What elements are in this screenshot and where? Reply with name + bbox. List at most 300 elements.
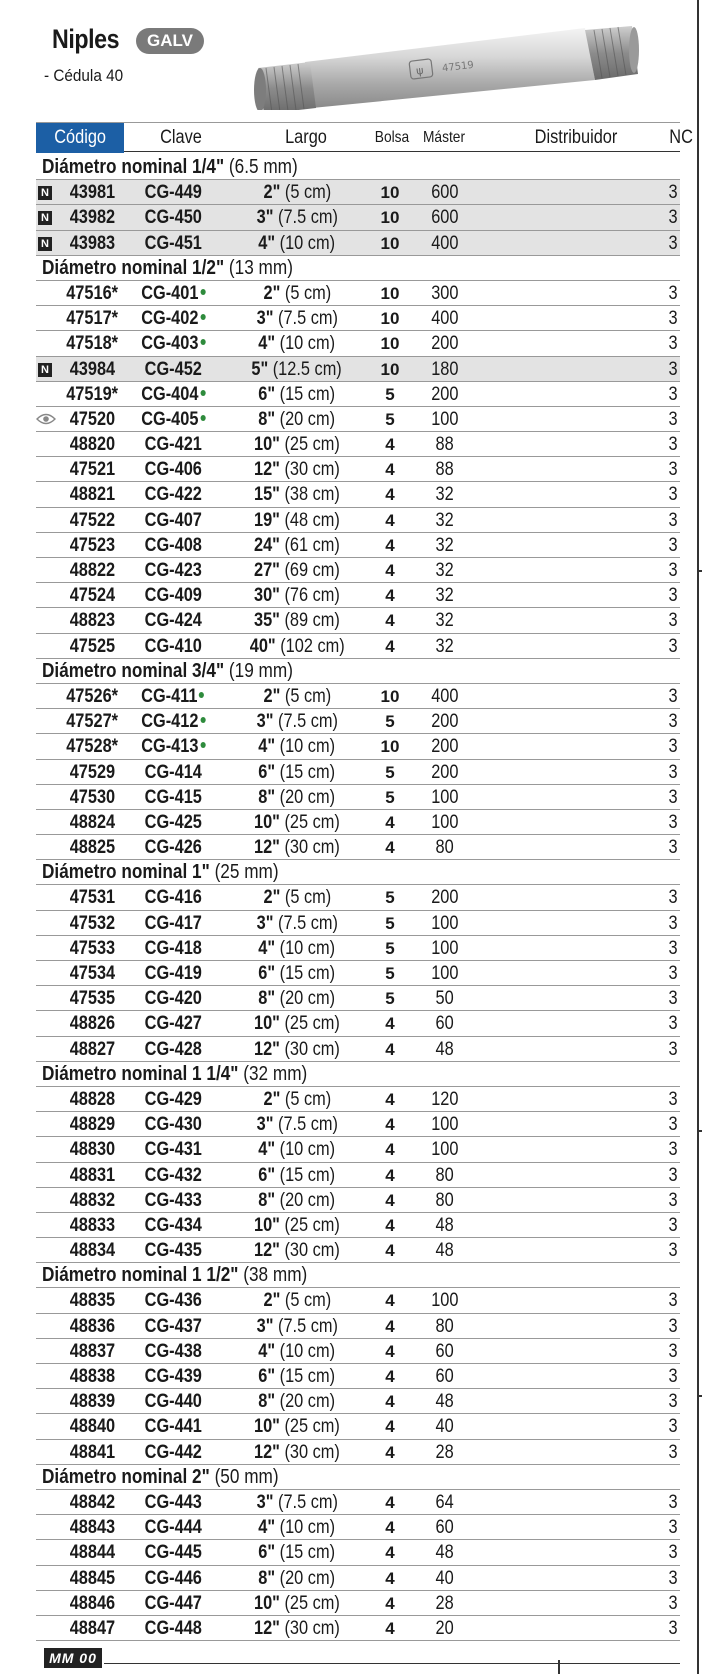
bag-quantity: 4 (385, 1442, 395, 1462)
nc-value: 3 (668, 1315, 678, 1337)
diameter-section-heading (36, 860, 680, 885)
master-quantity: 80 (435, 1315, 455, 1337)
product-clave: CG-451 (144, 232, 202, 254)
table-row (36, 986, 680, 1011)
master-quantity: 48 (435, 1542, 455, 1564)
product-code: 47521 (69, 459, 115, 481)
nc-value: 3 (668, 811, 678, 833)
product-clave: CG-407 (144, 509, 202, 531)
row-marker (36, 734, 56, 759)
product-code: 48829 (69, 1114, 115, 1136)
new-badge-icon: N (38, 186, 52, 200)
row-marker (36, 1314, 56, 1339)
section-mm: (6.5 mm) (228, 156, 298, 178)
product-length: 3" (7.5 cm) (256, 1114, 338, 1136)
product-length: 2" (5 cm) (263, 1088, 331, 1110)
product-clave: CG-402 (128, 306, 218, 331)
green-dot-icon (199, 692, 204, 698)
product-clave: CG-445 (144, 1542, 202, 1564)
row-marker (36, 835, 56, 860)
master-quantity: 200 (431, 383, 459, 405)
section-mm: (19 mm) (228, 659, 293, 682)
master-quantity: 120 (431, 1088, 459, 1110)
bag-quantity: 4 (385, 1115, 395, 1135)
product-length: 4" (10 cm) (258, 333, 336, 355)
row-marker (36, 1540, 56, 1565)
product-clave: CG-447 (144, 1592, 202, 1614)
product-clave: CG-437 (144, 1315, 202, 1337)
product-code: 48827 (69, 1038, 115, 1060)
row-marker (36, 634, 56, 659)
master-quantity: 80 (435, 1189, 455, 1211)
svg-text:ψ: ψ (415, 63, 425, 78)
table-row (36, 1011, 680, 1036)
row-marker (36, 558, 56, 583)
row-marker (36, 1339, 56, 1364)
product-clave: CG-408 (144, 534, 202, 556)
product-code: 47516* (66, 282, 118, 304)
product-clave: CG-442 (144, 1441, 202, 1463)
product-clave: CG-436 (144, 1290, 202, 1312)
product-clave: CG-420 (144, 988, 202, 1010)
product-clave: CG-434 (144, 1214, 202, 1236)
product-code: 48846 (69, 1592, 115, 1614)
product-length: 12" (30 cm) (254, 1038, 340, 1060)
nipple-pipe-image (250, 20, 640, 110)
product-code: 48836 (69, 1315, 115, 1337)
row-marker (36, 885, 56, 910)
table-row (36, 1591, 680, 1616)
nc-value: 3 (668, 509, 678, 531)
product-code: 48832 (69, 1189, 115, 1211)
nc-value: 3 (668, 963, 678, 984)
product-length: 6" (15 cm) (258, 963, 336, 984)
nc-value: 3 (668, 912, 678, 934)
table-row (36, 457, 680, 482)
master-quantity: 32 (435, 534, 455, 556)
table-row (36, 1515, 680, 1540)
bag-quantity: 10 (380, 233, 400, 253)
bag-quantity: 5 (385, 384, 395, 404)
master-quantity: 60 (435, 1340, 455, 1362)
table-row (36, 407, 680, 432)
bag-quantity: 10 (380, 737, 400, 757)
product-code: 48820 (69, 434, 115, 456)
master-quantity: 100 (431, 1114, 459, 1136)
table-row (36, 1037, 680, 1062)
nc-value: 3 (668, 408, 678, 430)
product-clave: CG-415 (144, 786, 202, 808)
bag-quantity: 4 (385, 1341, 395, 1361)
product-length: 4" (10 cm) (258, 1340, 336, 1362)
master-quantity: 60 (435, 1013, 455, 1035)
product-code: 48842 (69, 1491, 115, 1513)
section-prefix: Diámetro nominal (42, 1465, 188, 1488)
page-edge-tick (697, 1395, 702, 1397)
product-clave: CG-416 (144, 887, 202, 909)
product-code: 48843 (69, 1517, 115, 1539)
product-length: 35" (89 cm) (254, 610, 340, 632)
table-row (36, 1540, 680, 1565)
bag-quantity: 4 (385, 1089, 395, 1109)
nc-value: 3 (668, 1416, 678, 1438)
table-row (36, 1364, 680, 1389)
product-clave: CG-438 (144, 1340, 202, 1362)
row-marker (36, 1389, 56, 1414)
master-quantity: 40 (435, 1567, 455, 1589)
table-row (36, 810, 680, 835)
bag-quantity: 10 (380, 359, 400, 379)
product-length: 4" (10 cm) (258, 1517, 336, 1539)
section-size: 1 1/4" (192, 1062, 239, 1085)
product-code: 47530 (69, 786, 115, 808)
row-marker (36, 1566, 56, 1591)
section-mm: (32 mm) (243, 1062, 308, 1085)
table-row (36, 482, 680, 507)
master-quantity: 100 (431, 937, 459, 959)
product-length: 4" (10 cm) (258, 736, 336, 758)
row-marker (36, 382, 56, 407)
product-length: 12" (30 cm) (254, 1240, 340, 1262)
bag-quantity: 4 (385, 510, 395, 530)
table-row (36, 1238, 680, 1263)
row-marker (36, 1490, 56, 1515)
product-clave: CG-431 (144, 1139, 202, 1161)
master-quantity: 200 (431, 736, 459, 758)
row-marker (36, 457, 56, 482)
master-quantity: 48 (435, 1240, 455, 1262)
product-clave: CG-428 (144, 1038, 202, 1060)
product-code: 47524 (69, 585, 115, 607)
product-length: 40" (102 cm) (249, 635, 345, 657)
row-marker (36, 785, 56, 810)
product-code: 48822 (69, 560, 115, 581)
product-code: 43981 (69, 182, 115, 204)
product-length: 8" (20 cm) (258, 1567, 336, 1589)
section-size: 3/4" (192, 659, 225, 682)
bag-quantity: 5 (385, 409, 395, 429)
master-quantity: 400 (431, 685, 459, 707)
table-row (36, 1213, 680, 1238)
section-prefix: Diámetro nominal (42, 1264, 188, 1287)
master-quantity: 200 (431, 333, 459, 355)
bag-quantity: 4 (385, 1241, 395, 1261)
bag-quantity: 4 (385, 1140, 395, 1160)
row-marker (36, 911, 56, 936)
row-marker (36, 1112, 56, 1137)
product-clave: CG-441 (144, 1416, 202, 1438)
table-row (36, 684, 680, 709)
product-code: 48839 (69, 1391, 115, 1413)
bag-quantity: 4 (385, 1618, 395, 1638)
product-clave: CG-414 (144, 761, 202, 783)
nc-value: 3 (668, 1290, 678, 1312)
nc-value: 3 (668, 685, 678, 707)
page-edge-tick (697, 570, 702, 572)
page-edge-tick (697, 1130, 702, 1132)
product-length: 8" (20 cm) (258, 1391, 336, 1413)
table-row (36, 382, 680, 407)
table-row (36, 331, 680, 356)
section-mm: (25 mm) (214, 861, 279, 884)
product-length: 10" (25 cm) (254, 1214, 340, 1236)
row-marker (36, 1515, 56, 1540)
bag-quantity: 4 (385, 1190, 395, 1210)
table-row (36, 357, 680, 382)
nc-value: 3 (668, 1013, 678, 1035)
green-dot-icon (200, 717, 205, 723)
nc-value: 3 (668, 635, 678, 657)
bag-quantity: 5 (385, 888, 395, 908)
diameter-section-heading (36, 1465, 680, 1490)
product-length: 8" (20 cm) (258, 786, 336, 808)
nc-value: 3 (668, 1567, 678, 1589)
nc-value: 3 (668, 1366, 678, 1387)
nc-value: 3 (668, 761, 678, 783)
product-code: 48824 (69, 811, 115, 833)
nc-value: 3 (668, 1391, 678, 1413)
table-row (36, 508, 680, 533)
master-quantity: 40 (435, 1416, 455, 1438)
diameter-section-heading (36, 1062, 680, 1087)
product-clave: CG-421 (144, 434, 202, 456)
master-quantity: 32 (435, 484, 455, 506)
bag-quantity: 4 (385, 838, 395, 858)
product-length: 2" (5 cm) (263, 1290, 331, 1312)
bag-quantity: 4 (385, 561, 395, 580)
new-badge-icon: N (38, 237, 52, 251)
product-length: 10" (25 cm) (254, 434, 340, 456)
row-marker (36, 1288, 56, 1313)
galv-badge: GALV (136, 28, 204, 54)
table-row (36, 1163, 680, 1188)
product-code: 48834 (69, 1240, 115, 1262)
row-marker (36, 1163, 56, 1188)
product-length: 10" (25 cm) (254, 811, 340, 833)
section-size: 1/4" (192, 156, 225, 178)
product-clave: CG-429 (144, 1088, 202, 1110)
master-quantity: 80 (435, 837, 455, 859)
master-quantity: 200 (431, 761, 459, 783)
row-marker (36, 533, 56, 558)
product-code: 47526* (66, 685, 118, 707)
product-code: 47528* (66, 736, 118, 758)
master-quantity: 100 (431, 912, 459, 934)
bag-quantity: 4 (385, 1568, 395, 1588)
section-mm: (50 mm) (214, 1465, 279, 1488)
product-clave: CG-430 (144, 1114, 202, 1136)
product-length: 6" (15 cm) (258, 1164, 336, 1186)
nc-value: 3 (668, 610, 678, 632)
nc-value: 3 (668, 988, 678, 1010)
row-marker (36, 1087, 56, 1112)
nc-value: 3 (668, 1542, 678, 1564)
product-clave: CG-433 (144, 1189, 202, 1211)
master-quantity: 400 (431, 232, 459, 254)
product-clave: CG-439 (144, 1366, 202, 1387)
product-length: 10" (25 cm) (254, 1592, 340, 1614)
table-row (36, 281, 680, 306)
product-clave: CG-440 (144, 1391, 202, 1413)
nc-value: 3 (668, 887, 678, 909)
green-dot-icon (200, 339, 205, 345)
master-quantity: 100 (431, 786, 459, 808)
product-clave: CG-444 (144, 1517, 202, 1539)
master-quantity: 400 (431, 308, 459, 330)
table-row (36, 608, 680, 633)
master-quantity: 32 (435, 560, 455, 581)
row-marker (36, 1137, 56, 1162)
product-length: 3" (7.5 cm) (256, 1315, 338, 1337)
nc-value: 3 (668, 358, 678, 380)
section-prefix: Diámetro nominal (42, 1062, 188, 1085)
table-row (36, 1288, 680, 1313)
master-quantity: 28 (435, 1441, 455, 1463)
bag-quantity: 4 (385, 1014, 395, 1034)
bag-quantity: 4 (385, 535, 395, 555)
section-size: 1/2" (192, 256, 225, 279)
section-size: 1" (192, 861, 210, 884)
product-length: 6" (15 cm) (258, 383, 336, 405)
bag-quantity: 10 (380, 208, 400, 228)
product-clave: CG-411 (128, 684, 218, 709)
nc-value: 3 (668, 1214, 678, 1236)
table-row (36, 634, 680, 659)
master-quantity: 20 (435, 1617, 455, 1639)
bag-quantity: 4 (385, 1367, 395, 1386)
nc-value: 3 (668, 1340, 678, 1362)
product-code: 47525 (69, 635, 115, 657)
row-marker (36, 1238, 56, 1263)
table-row (36, 1137, 680, 1162)
product-code: 48840 (69, 1416, 115, 1438)
table-row (36, 961, 680, 986)
product-code: 47522 (69, 509, 115, 531)
product-length: 4" (10 cm) (258, 232, 336, 254)
product-code: 48844 (69, 1542, 115, 1564)
bag-quantity: 4 (385, 636, 395, 656)
table-row (36, 1188, 680, 1213)
product-clave: CG-418 (144, 937, 202, 959)
product-length: 12" (30 cm) (254, 1441, 340, 1463)
table-row (36, 1566, 680, 1591)
product-clave: CG-425 (144, 811, 202, 833)
diameter-section-heading (36, 155, 680, 180)
product-clave: CG-409 (144, 585, 202, 607)
nc-value: 3 (668, 786, 678, 808)
bag-quantity: 4 (385, 1543, 395, 1563)
product-length: 2" (5 cm) (263, 182, 331, 204)
row-marker (36, 1011, 56, 1036)
eye-icon (36, 412, 56, 426)
table-row (36, 1339, 680, 1364)
row-marker (36, 1037, 56, 1062)
row-marker (36, 407, 56, 432)
section-mm: (38 mm) (243, 1264, 308, 1287)
product-clave: CG-424 (144, 610, 202, 632)
master-quantity: 300 (431, 282, 459, 304)
product-code: 47532 (69, 912, 115, 934)
section-prefix: Diámetro nominal (42, 659, 188, 682)
product-code: 48845 (69, 1567, 115, 1589)
nc-value: 3 (668, 837, 678, 859)
row-marker (36, 1440, 56, 1465)
table-row (36, 1490, 680, 1515)
product-length: 19" (48 cm) (254, 509, 340, 531)
row-marker (36, 1414, 56, 1439)
master-quantity: 80 (435, 1164, 455, 1186)
bag-quantity: 4 (385, 611, 395, 631)
product-subtitle: - Cédula 40 (44, 66, 124, 85)
nc-value: 3 (668, 736, 678, 758)
nc-value: 3 (668, 711, 678, 733)
master-quantity: 32 (435, 635, 455, 657)
product-length: 3" (7.5 cm) (256, 207, 338, 229)
product-code: 47534 (69, 963, 115, 984)
row-marker (36, 331, 56, 356)
nc-value: 3 (668, 1517, 678, 1539)
product-code: 48837 (69, 1340, 115, 1362)
product-length: 8" (20 cm) (258, 1189, 336, 1211)
master-quantity: 32 (435, 509, 455, 531)
bag-quantity: 4 (385, 586, 395, 606)
row-marker (36, 583, 56, 608)
product-length: 10" (25 cm) (254, 1416, 340, 1438)
product-clave: CG-435 (144, 1240, 202, 1262)
table-row (36, 835, 680, 860)
nc-value: 3 (668, 1038, 678, 1060)
product-length: 12" (30 cm) (254, 837, 340, 859)
product-code: 48826 (69, 1013, 115, 1035)
product-clave: CG-426 (144, 837, 202, 859)
page-edge-line (697, 0, 699, 1674)
svg-text:47519: 47519 (441, 59, 475, 75)
table-row (36, 533, 680, 558)
row-marker (36, 810, 56, 835)
row-marker (36, 357, 56, 382)
product-code: 48838 (69, 1366, 115, 1387)
product-clave: CG-432 (144, 1164, 202, 1186)
table-row (36, 1389, 680, 1414)
product-length: 3" (7.5 cm) (256, 711, 338, 733)
table-row (36, 180, 680, 205)
bag-quantity: 10 (380, 686, 400, 706)
row-marker (36, 986, 56, 1011)
table-row (36, 205, 680, 230)
row-marker (36, 508, 56, 533)
new-badge-icon: N (38, 211, 52, 225)
section-prefix: Diámetro nominal (42, 256, 188, 279)
product-length: 6" (15 cm) (258, 1542, 336, 1564)
row-marker (36, 281, 56, 306)
master-quantity: 60 (435, 1366, 455, 1387)
diameter-section-heading (36, 256, 680, 281)
row-marker (36, 1364, 56, 1389)
table-row (36, 306, 680, 331)
product-code: 48831 (69, 1164, 115, 1186)
bag-quantity: 4 (385, 1593, 395, 1613)
product-clave: CG-422 (144, 484, 202, 506)
row-marker (36, 1616, 56, 1641)
row-marker (36, 432, 56, 457)
nc-value: 3 (668, 484, 678, 506)
row-marker (36, 936, 56, 961)
nc-value: 3 (668, 383, 678, 405)
product-clave: CG-427 (144, 1013, 202, 1035)
product-length: 2" (5 cm) (263, 685, 331, 707)
nc-value: 3 (668, 1592, 678, 1614)
product-clave: CG-403 (128, 331, 218, 356)
